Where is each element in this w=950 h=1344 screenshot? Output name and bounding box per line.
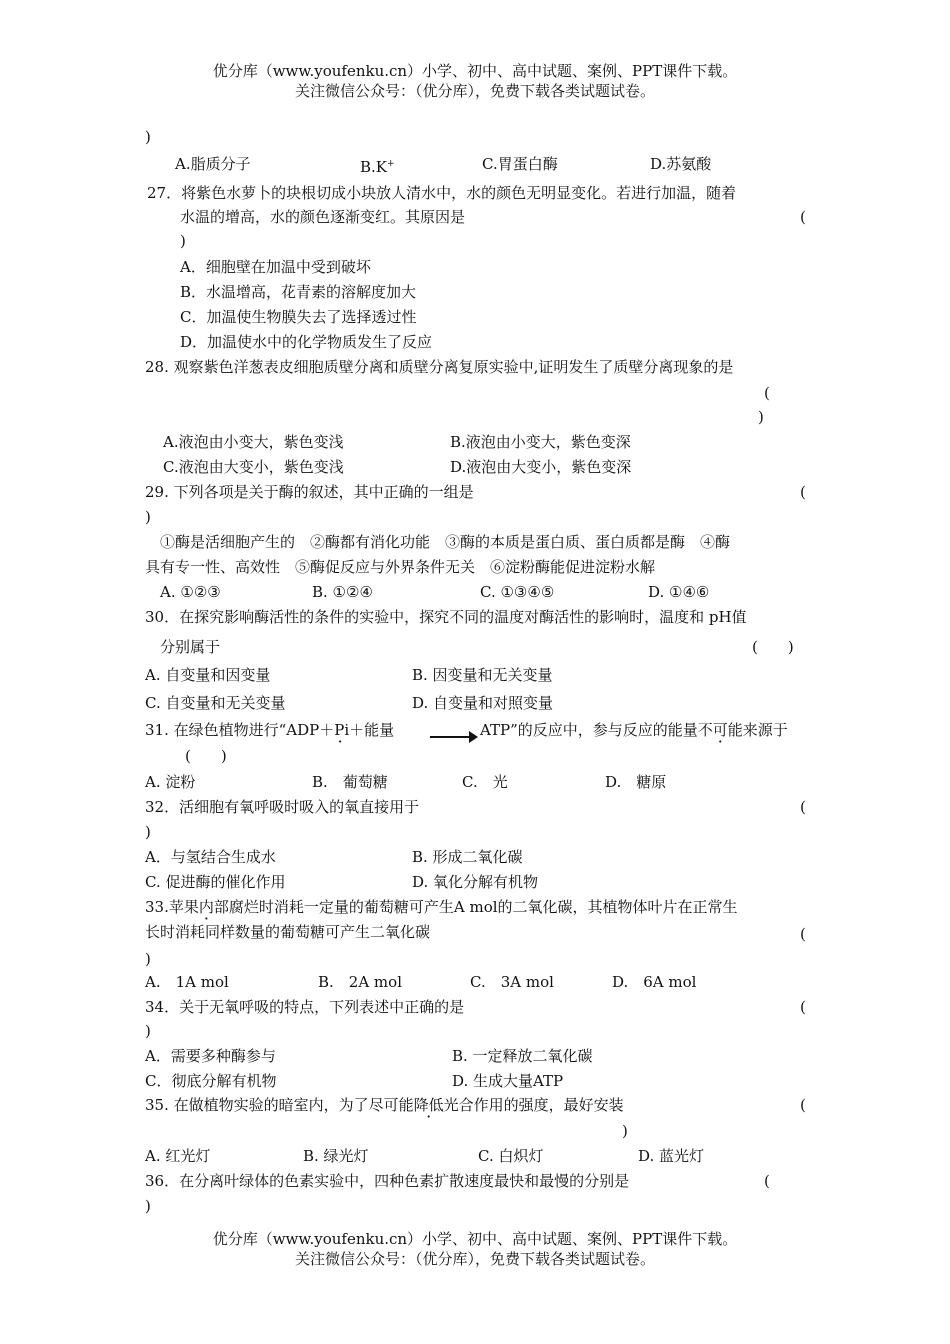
q35-option-b: B. 绿光灯	[303, 1147, 369, 1165]
q28-option-c: C.液泡由大变小，紫色变浅	[163, 458, 344, 476]
q29-option-d: D. ①④⑥	[648, 583, 710, 601]
q33-option-b: B. 2A mol	[318, 973, 402, 991]
q27-option-d: D．加温使水中的化学物质发生了反应	[180, 333, 433, 351]
q33-emphasis: 内	[198, 898, 214, 916]
q28-paren-open: (	[764, 384, 770, 402]
q32-paren-open: (	[800, 798, 806, 816]
q34-option-b: B. 一定释放二氧化碳	[452, 1047, 593, 1065]
q34-stem-line1: 34．关于无氧呼吸的特点，下列表述中正确的是	[145, 998, 465, 1016]
q26-paren-close: )	[145, 128, 151, 146]
q27-stem-line1: 27．将紫色水萝卜的块根切成小块放人清水中，水的颜色无明显变化。若进行加温，随着	[147, 184, 737, 202]
q34-option-c: C．彻底分解有机物	[145, 1072, 277, 1090]
q33-paren-open: (	[800, 925, 806, 943]
q35-option-d: D. 蓝光灯	[638, 1147, 705, 1165]
q31-stem-post: ATP”的反应中，参与反应的能量不可能来源于	[480, 721, 788, 739]
q26-option-d: D.苏氨酸	[650, 155, 712, 173]
q31-formula: ADP＋Pi＋能量 ·	[286, 721, 394, 739]
q33-stem-line1: 33.苹果内部腐烂时消耗一定量的葡萄糖可产生A mol的二氧化碳，其植物体叶片在正常生	[145, 898, 738, 916]
page-footer-line2: 关注微信公众号：（优分库），免费下载各类试题试卷。	[294, 1250, 655, 1268]
q33-option-c: C. 3A mol	[470, 973, 554, 991]
q35-option-a: A. 红光灯	[145, 1147, 211, 1165]
q33-option-a: A. 1A mol	[145, 973, 229, 991]
q27-option-a: A．细胞壁在加温中受到破坏	[180, 258, 371, 276]
q30-option-c: C. 自变量和无关变量	[145, 694, 286, 712]
q34-option-a: A．需要多种酶参与	[145, 1047, 276, 1065]
q34-option-d: D. 生成大量ATP	[452, 1072, 564, 1090]
page-footer-line1: 优分库（www.youfenku.cn）小学、初中、高中试题、案例、PPT课件下载。	[212, 1230, 738, 1248]
q35-stem-line1: 35. 在做植物实验的暗室内，为了尽可能降低光合作用的强度，最好安装	[145, 1096, 624, 1114]
q29-stem-line1: 29. 下列各项是关于酶的叙述，其中正确的一组是	[145, 483, 474, 501]
q30-option-a: A. 自变量和因变量	[145, 666, 271, 684]
q30-paren: ( )	[752, 638, 794, 656]
q30-option-d: D. 自变量和对照变量	[412, 694, 554, 712]
q29-option-c: C. ①③④⑤	[480, 583, 555, 601]
q29-option-a: A. ①②③	[160, 583, 221, 601]
q35-option-c: C. 白炽灯	[478, 1147, 544, 1165]
reaction-arrow-icon	[430, 736, 476, 738]
q27-option-c: C．加温使生物膜失去了选择透过性	[180, 308, 417, 326]
q31-emphasis-not: 不可能	[697, 721, 743, 739]
q29-paren-close: )	[145, 508, 151, 526]
q26-option-b: B.K+	[360, 158, 395, 176]
q35-paren-close: )	[622, 1122, 628, 1140]
q28-option-b: B.液泡由小变大，紫色变深	[450, 433, 631, 451]
q31-option-c: C. 光	[462, 773, 508, 791]
q28-option-a: A.液泡由小变大，紫色变浅	[163, 433, 344, 451]
page-header-line1: 优分库（www.youfenku.cn）小学、初中、高中试题、案例、PPT课件下载。	[212, 62, 738, 80]
q34-paren-close: )	[145, 1022, 151, 1040]
q31-option-b: B. 葡萄糖	[312, 773, 388, 791]
q34-paren-open: (	[800, 998, 806, 1016]
q30-stem-line2: 分别属于	[160, 638, 221, 656]
q36-paren-close: )	[145, 1197, 151, 1215]
q28-stem-line1: 28. 观察紫色洋葱表皮细胞质壁分离和质壁分离复原实验中,证明发生了质壁分离现象的是	[145, 358, 734, 376]
q29-statements-line1: ①酶是活细胞产生的 ②酶都有消化功能 ③酶的本质是蛋白质、蛋白质都是酶 ④酶	[160, 533, 731, 551]
q31-stem-pre: 31. 在绿色植物进行“ADP＋Pi＋能量 ·	[145, 721, 394, 739]
q29-paren-open: (	[800, 483, 806, 501]
q32-option-a: A．与氢结合生成水	[145, 848, 276, 866]
q30-stem-line1: 30．在探究影响酶活性的条件的实验中，探究不同的温度对酶活性的影响时，温度和 pH值	[145, 608, 747, 626]
q33-option-d: D. 6A mol	[612, 973, 697, 991]
q28-paren-close: )	[758, 408, 764, 426]
q30-option-b: B. 因变量和无关变量	[412, 666, 553, 684]
q28-option-d: D.液泡由大变小，紫色变深	[450, 458, 632, 476]
q31-option-a: A. 淀粉	[145, 773, 196, 791]
q32-paren-close: )	[145, 823, 151, 841]
q36-stem-line1: 36．在分离叶绿体的色素实验中，四种色素扩散速度最快和最慢的分别是	[145, 1172, 630, 1190]
q27-paren-open: (	[800, 208, 806, 226]
q27-option-b: B．水温增高，花青素的溶解度加大	[180, 283, 417, 301]
q36-paren-open: (	[764, 1172, 770, 1190]
q32-option-d: D. 氧化分解有机物	[412, 873, 539, 891]
q31-option-d: D. 糖原	[605, 773, 667, 791]
q29-statements-line2: 具有专一性、高效性 ⑤酶促反应与外界条件无关 ⑥淀粉酶能促进淀粉水解	[145, 558, 656, 576]
q26-option-c: C.胃蛋白酶	[482, 155, 558, 173]
q35-paren-open: (	[800, 1096, 806, 1114]
q33-paren-close: )	[145, 950, 151, 968]
q27-paren-close: )	[180, 232, 186, 250]
q32-stem-line1: 32．活细胞有氧呼吸时吸入的氧直接用于	[145, 798, 420, 816]
q33-stem-line2: 长时消耗同样数量的葡萄糖可产生二氧化碳	[145, 923, 431, 941]
page-header-line2: 关注微信公众号：（优分库），免费下载各类试题试卷。	[294, 82, 655, 100]
q29-option-b: B. ①②④	[312, 583, 373, 601]
q31-paren: ( )	[185, 747, 227, 765]
q26-option-a: A.脂质分子	[175, 155, 251, 173]
q32-option-b: B. 形成二氧化碳	[412, 848, 523, 866]
q27-stem-line2: 水温的增高，水的颜色逐渐变红。其原因是	[180, 208, 466, 226]
q32-option-c: C. 促进酶的催化作用	[145, 873, 286, 891]
q35-emphasis: 降低	[413, 1096, 444, 1114]
